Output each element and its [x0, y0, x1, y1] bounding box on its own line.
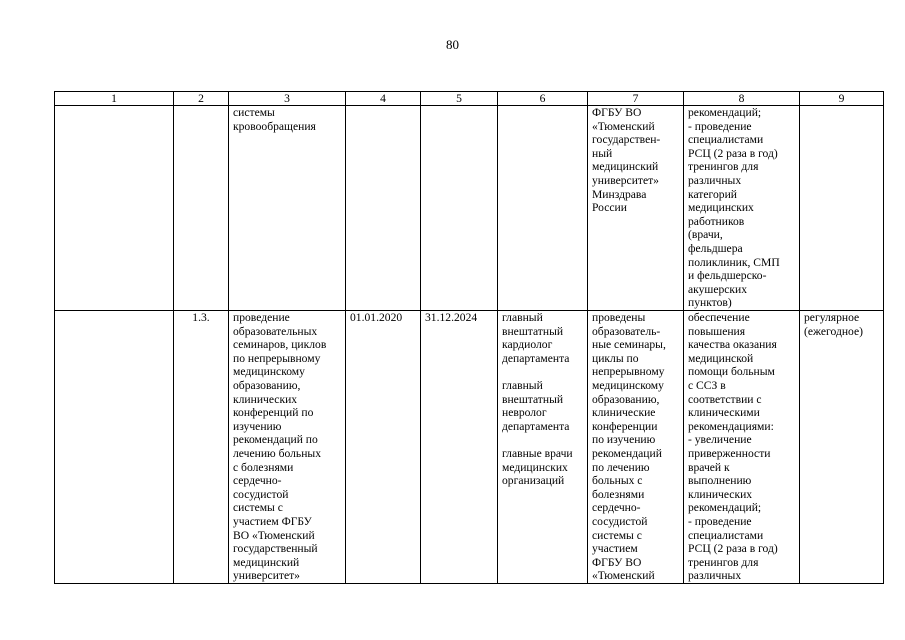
table-cell: обеспечение повышения качества оказания медицинской помощи больным с ССЗ в соответствии с клиническими рекомендациями: - увеличение приверженности врачей к выполнению клинических рекомендаций; - проведение специалистами РСЦ (2 раза в год) тренингов для различных: [684, 311, 800, 584]
plan-table: [54, 91, 884, 584]
page-number: 80: [446, 37, 459, 52]
table-cell: [346, 106, 421, 311]
table-cell: проведены образователь- ные семинары, циклы по непрерывному медицинскому образованию, клинические конференции по изучению рекомендаций по лечению больных с болезнями сердечно- сосудистой системы с участием ФГБУ ВО «Тюменский: [588, 311, 684, 584]
column-number-header: 5: [421, 92, 498, 106]
table-cell: главный внештатный кардиолог департамента главный внештатный невролог департамента главные врачи медицинских организаций: [498, 311, 588, 584]
column-number-header: 4: [346, 92, 421, 106]
column-number-header: 6: [498, 92, 588, 106]
table-cell: [421, 106, 498, 311]
column-number-row: [55, 92, 884, 106]
column-number-header: 9: [800, 92, 884, 106]
column-number-header: 1: [55, 92, 174, 106]
table-cell: [55, 311, 174, 584]
table-cell: системы кровообращения: [229, 106, 346, 311]
table-row: [55, 311, 884, 584]
start-date-cell: 01.01.2020: [346, 311, 421, 584]
table-cell: [800, 106, 884, 311]
table-cell: [55, 106, 174, 311]
column-number-header: 3: [229, 92, 346, 106]
row-number-cell: 1.3.: [174, 311, 229, 584]
table-cell: проведение образовательных семинаров, циклов по непрерывному медицинскому образованию, клинических конференций по изучению рекомендаций по лечению больных с болезнями сердечно- сосудистой системы с участием ФГБУ ВО «Тюменский государственный медицинский университет»: [229, 311, 346, 584]
end-date-cell: 31.12.2024: [421, 311, 498, 584]
table-cell: [498, 106, 588, 311]
table-cell: регулярное (ежегодное): [800, 311, 884, 584]
column-number-header: 2: [174, 92, 229, 106]
column-number-header: 8: [684, 92, 800, 106]
table-cell: ФГБУ ВО «Тюменский государствен- ный медицинский университет» Минздрава России: [588, 106, 684, 311]
table-row: [55, 106, 884, 311]
column-number-header: 7: [588, 92, 684, 106]
table-cell: рекомендаций; - проведение специалистами РСЦ (2 раза в год) тренингов для различных категорий медицинских работников (врачи, фельдшера поликлиник, СМП и фельдшерско- акушерских пунктов): [684, 106, 800, 311]
table-cell: [174, 106, 229, 311]
